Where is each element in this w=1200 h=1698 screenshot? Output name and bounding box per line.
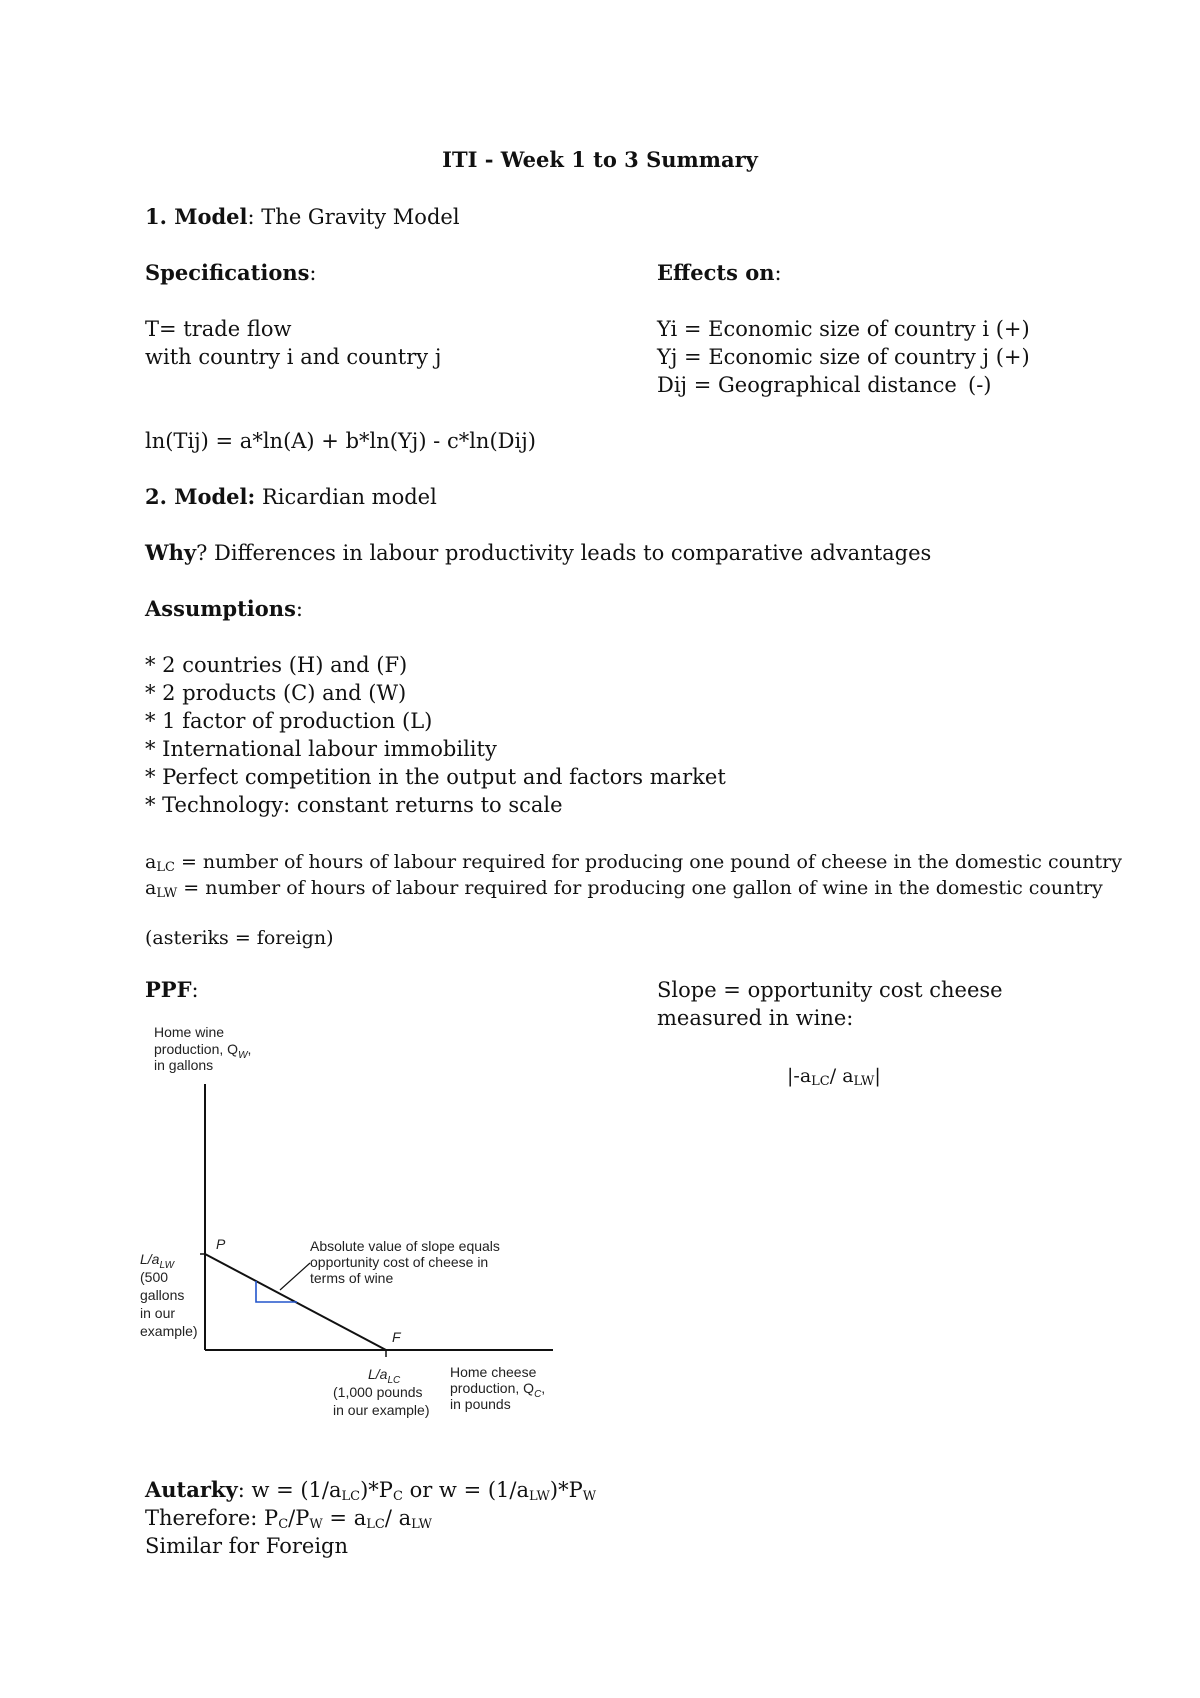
why-text: ? Differences in labour productivity leads to comparative advantages	[196, 541, 932, 565]
y-intercept-symbol	[140, 1251, 176, 1271]
model2-label: 2. Model:	[145, 484, 256, 509]
autarky-line2-b: /P	[288, 1506, 310, 1530]
autarky-sub: LW	[411, 1517, 432, 1532]
effects-heading	[657, 259, 782, 287]
specifications-colon: :	[309, 261, 317, 285]
assumptions-label: Assumptions	[145, 596, 296, 621]
assumption-item: * International labour immobility	[145, 737, 497, 761]
slope-formula-pre: |-a	[787, 1065, 812, 1087]
autarky-sub: C	[278, 1517, 289, 1532]
model1-name: The Gravity Model	[261, 205, 460, 229]
autarky-line1-d: )*P	[549, 1478, 583, 1502]
y-axis-label-comma: ,	[247, 1041, 252, 1057]
assumption-item: * 2 products (C) and (W)	[145, 681, 407, 705]
assumption-item: * 2 countries (H) and (F)	[145, 653, 408, 677]
spec-line: with country i and country j	[145, 345, 442, 369]
autarky-line1-b: )*P	[360, 1478, 393, 1502]
x-intercept-line: in our example)	[333, 1402, 430, 1418]
specifications-label: Specifications	[145, 260, 310, 285]
effects-line: Dij = Geographical distance	[657, 373, 957, 397]
ppf-colon: :	[191, 978, 199, 1002]
x-axis-label-line1: Home cheese	[450, 1364, 537, 1380]
autarky-line2	[145, 1504, 432, 1532]
model2-heading	[145, 483, 437, 511]
ppf-figure	[130, 1020, 590, 1420]
autarky-line1	[145, 1476, 596, 1504]
x-intercept-line: (1,000 pounds	[333, 1384, 423, 1400]
x-intercept-symbol	[368, 1366, 401, 1386]
y-intercept-sub: LW	[159, 1260, 175, 1271]
autarky-line2-a: Therefore: P	[145, 1506, 279, 1530]
effects-sign-dij: (-)	[968, 373, 992, 397]
model1-heading	[145, 203, 460, 231]
point-p-label: P	[216, 1236, 226, 1252]
model1-sep: :	[247, 205, 262, 229]
y-intercept-line: (500	[140, 1269, 169, 1285]
ppf-label: PPF	[145, 977, 192, 1002]
spec-line: T= trade flow	[145, 317, 292, 341]
assumption-item: * 1 factor of production (L)	[145, 709, 433, 733]
x-axis-label-sub: C	[534, 1389, 542, 1400]
x-axis-label-line3: in pounds	[450, 1396, 511, 1412]
slope-formula-sub2: LW	[853, 1074, 875, 1089]
assumptions-colon: :	[295, 597, 303, 621]
slope-formula	[787, 1062, 881, 1090]
alc-def-text: = number of hours of labour required for producing one pound of cheese in the domestic country	[174, 851, 1122, 873]
alw-definition	[145, 874, 1103, 902]
why-line	[145, 539, 931, 567]
autarky-line1-c: or w = (1/a	[402, 1478, 529, 1502]
y-intercept-line: in our	[140, 1305, 176, 1321]
autarky-sub: LC	[366, 1517, 385, 1532]
effects-line: Yj = Economic size of country j (+)	[657, 345, 1030, 369]
slope-line: Slope = opportunity cost cheese	[657, 978, 1003, 1002]
model1-label: 1. Model	[145, 204, 248, 229]
model2-name: Ricardian model	[255, 485, 437, 509]
alw-def-text: = number of hours of labour required for producing one gallon of wine in the domestic country	[177, 877, 1103, 899]
x-intercept-sub: LC	[387, 1375, 401, 1386]
y-axis-label-line3: in gallons	[154, 1057, 214, 1073]
annotation-line: Absolute value of slope equals	[310, 1238, 500, 1254]
effects-label: Effects on	[657, 260, 775, 285]
alw-subscript: LW	[156, 886, 178, 901]
assumption-item: * Technology: constant returns to scale	[145, 793, 563, 817]
y-intercept-line: example)	[140, 1323, 198, 1339]
x-axis-label-comma: ,	[541, 1380, 546, 1396]
y-intercept-l: L/a	[140, 1251, 160, 1267]
autarky-sub: W	[309, 1517, 323, 1532]
alc-subscript: LC	[156, 860, 175, 875]
alc-symbol: a	[145, 851, 157, 873]
specifications-heading	[145, 259, 317, 287]
autarky-sub: W	[582, 1489, 597, 1504]
gravity-equation: ln(Tij) = a*ln(A) + b*ln(Yj) - c*ln(Dij)	[145, 429, 536, 453]
autarky-sub: C	[392, 1489, 403, 1504]
asterisk-note: (asteriks = foreign)	[145, 927, 334, 949]
annotation-line: terms of wine	[310, 1270, 394, 1286]
why-label: Why	[145, 540, 197, 565]
y-axis-label-sub: W	[238, 1050, 248, 1061]
autarky-line2-c: = a	[322, 1506, 367, 1530]
slope-formula-mid: / a	[829, 1065, 854, 1087]
assumptions-heading	[145, 595, 303, 623]
page-title: ITI - Week 1 to 3 Summary	[442, 147, 758, 172]
alw-symbol: a	[145, 877, 157, 899]
slope-formula-post: |	[874, 1065, 881, 1087]
assumption-item: * Perfect competition in the output and factors market	[145, 765, 726, 789]
point-f-label: F	[392, 1329, 401, 1345]
autarky-line2-d: / a	[384, 1506, 412, 1530]
alc-definition	[145, 848, 1122, 876]
y-intercept-line: gallons	[140, 1287, 185, 1303]
autarky-line1-a: : w = (1/a	[237, 1478, 342, 1502]
slope-line: measured in wine:	[657, 1006, 854, 1030]
ppf-heading	[145, 976, 199, 1004]
x-intercept-l: L/a	[368, 1366, 388, 1382]
autarky-sub: LW	[529, 1489, 550, 1504]
autarky-line3: Similar for Foreign	[145, 1534, 349, 1558]
slope-formula-sub1: LC	[811, 1074, 830, 1089]
y-axis-label-text: production, Q	[154, 1041, 239, 1057]
x-axis-label-text: production, Q	[450, 1380, 535, 1396]
annotation-pointer	[280, 1263, 310, 1290]
annotation-line: opportunity cost of cheese in	[310, 1254, 489, 1270]
autarky-sub: LC	[341, 1489, 361, 1504]
effects-colon: :	[774, 261, 782, 285]
y-axis-label-line1: Home wine	[154, 1024, 225, 1040]
autarky-label: Autarky	[145, 1477, 238, 1502]
effects-line: Yi = Economic size of country i (+)	[657, 317, 1030, 341]
